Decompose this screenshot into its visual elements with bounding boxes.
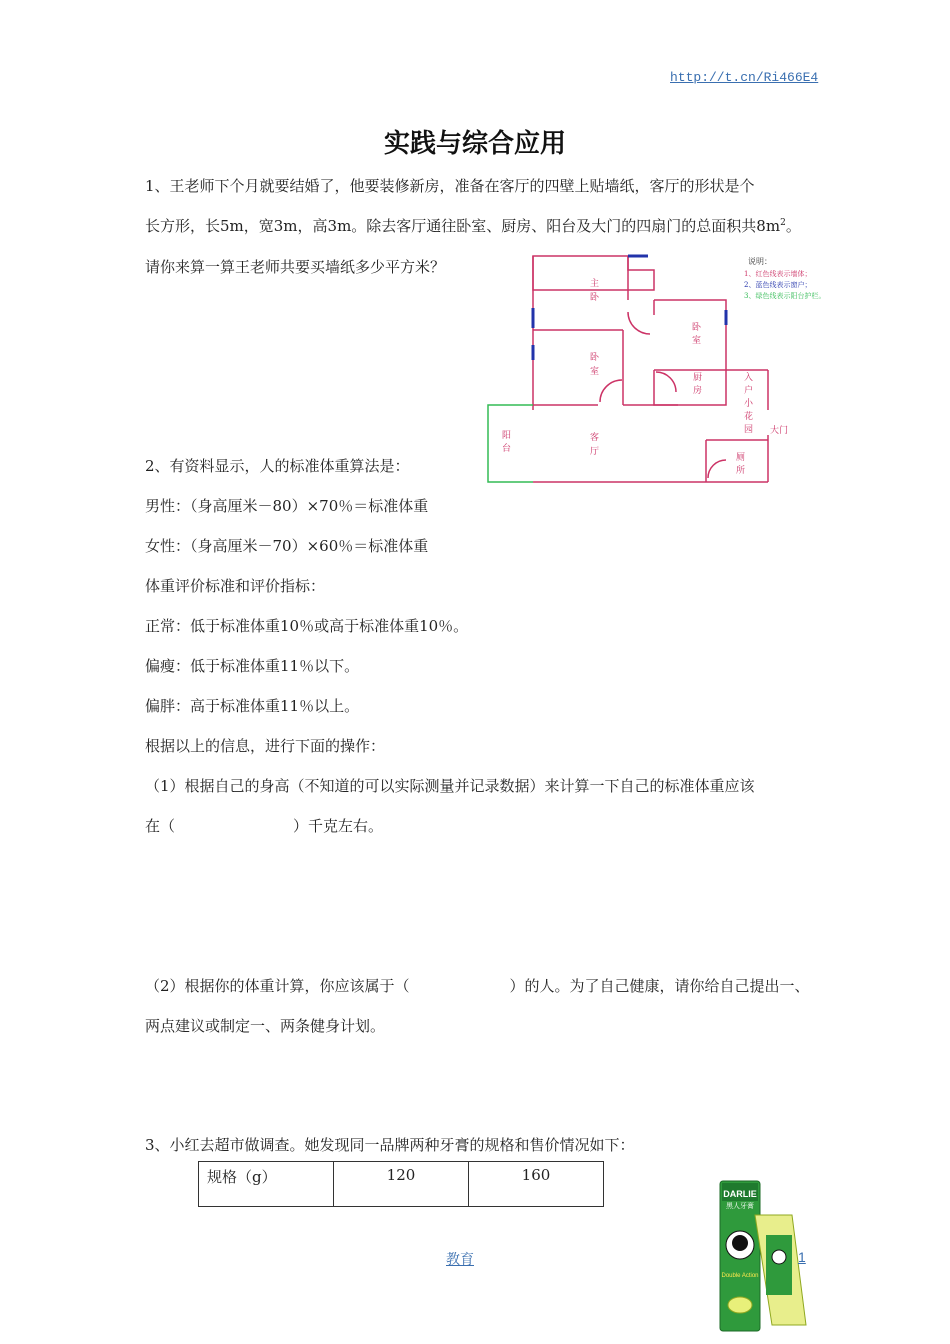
q2-sub2-line1: （2）根据你的体重计算，你应该属于（ ）的人。为了自己健康，请你给自己提出一、	[145, 977, 810, 995]
room-bed3-b: 室	[590, 367, 600, 377]
page-number: 1	[798, 1249, 806, 1265]
room-balcony-a: 阳	[502, 431, 512, 441]
tube-variant: Double Action	[721, 1273, 759, 1279]
q2-instruction: 根据以上的信息，进行下面的操作：	[145, 737, 386, 755]
room-door: 大门	[770, 426, 789, 436]
legend-wall: 1、红色线表示墙体；	[744, 270, 812, 278]
room-living-b: 厅	[590, 447, 600, 457]
page-title: 实践与综合应用	[383, 129, 566, 159]
legend-rail: 3、绿色线表示阳台护栏。	[744, 292, 826, 300]
q1-line2: 长方形，长5m，宽3m，高3m。除去客厅通往卧室、厨房、阳台及大门的四扇门的总面积共$8m^2$。	[145, 217, 801, 235]
room-toilet-a: 厕	[736, 453, 746, 463]
q2-male-formula: 男性：（身高厘米－80）×70％＝标准体重	[145, 497, 429, 515]
room-bed3-a: 卧	[590, 353, 600, 363]
q2-sub2-line2: 两点建议或制定一、两条健身计划。	[145, 1017, 386, 1035]
q2-criteria: 体重评价标准和评价指标：	[145, 577, 326, 595]
room-entry-d: 花	[744, 412, 754, 422]
room-bed2-b: 室	[692, 336, 702, 346]
table-header-cell: 规格（g）	[199, 1162, 334, 1207]
room-kitchen-a: 厨	[693, 373, 703, 383]
table-cell: 120	[334, 1162, 469, 1207]
q2-female-formula: 女性：（身高厘米－70）×60％＝标准体重	[145, 537, 429, 555]
q1-line1: 1、王老师下个月就要结婚了，他要装修新房，准备在客厅的四壁上贴墙纸，客厅的形状是个	[145, 177, 755, 195]
room-master-a: 主	[590, 279, 600, 289]
room-master-b: 卧	[590, 293, 600, 303]
room-entry-a: 入	[744, 373, 754, 383]
room-bed2-a: 卧	[692, 323, 702, 333]
q2-normal: 正常：低于标准体重10％或高于标准体重10％。	[145, 617, 469, 635]
table-cell: 160	[469, 1162, 604, 1207]
q2-thin: 偏瘦：低于标准体重11％以下。	[145, 657, 360, 675]
room-entry-b: 户	[744, 386, 754, 396]
tube-brand: DARLIE	[723, 1189, 757, 1199]
room-entry-e: 园	[744, 425, 754, 435]
legend-window: 2、蓝色线表示窗户；	[744, 281, 812, 289]
q2-intro: 2、有资料显示，人的标准体重算法是：	[145, 457, 410, 475]
room-balcony-b: 台	[502, 444, 512, 454]
q2-sub1-line2: 在（ ）千克左右。	[145, 817, 384, 835]
tube-cn-brand: 黑人牙膏	[726, 1202, 754, 1210]
room-toilet-b: 所	[736, 466, 746, 476]
q1-superscript: 2	[780, 218, 786, 228]
room-living-a: 客	[590, 433, 600, 443]
q1-line3: 请你来算一算王老师共要买墙纸多少平方米？	[145, 258, 446, 276]
q2-fat: 偏胖：高于标准体重11％以上。	[145, 697, 360, 715]
source-url-link[interactable]: http://t.cn/Ri466E4	[670, 70, 819, 85]
room-entry-c: 小	[744, 399, 754, 409]
q2-sub1-line1: （1）根据自己的身高（不知道的可以实际测量并记录数据）来计算一下自己的标准体重应该	[145, 777, 755, 795]
toothpaste-spec-table	[198, 1161, 604, 1207]
room-kitchen-b: 房	[693, 386, 703, 396]
table-row	[199, 1162, 604, 1207]
legend-title: 说明：	[748, 257, 772, 266]
floor-plan-diagram	[478, 250, 848, 486]
q3-intro: 3、小红去超市做调查。她发现同一品牌两种牙膏的规格和售价情况如下：	[145, 1136, 635, 1154]
footer-link[interactable]: 教育	[446, 1252, 474, 1268]
